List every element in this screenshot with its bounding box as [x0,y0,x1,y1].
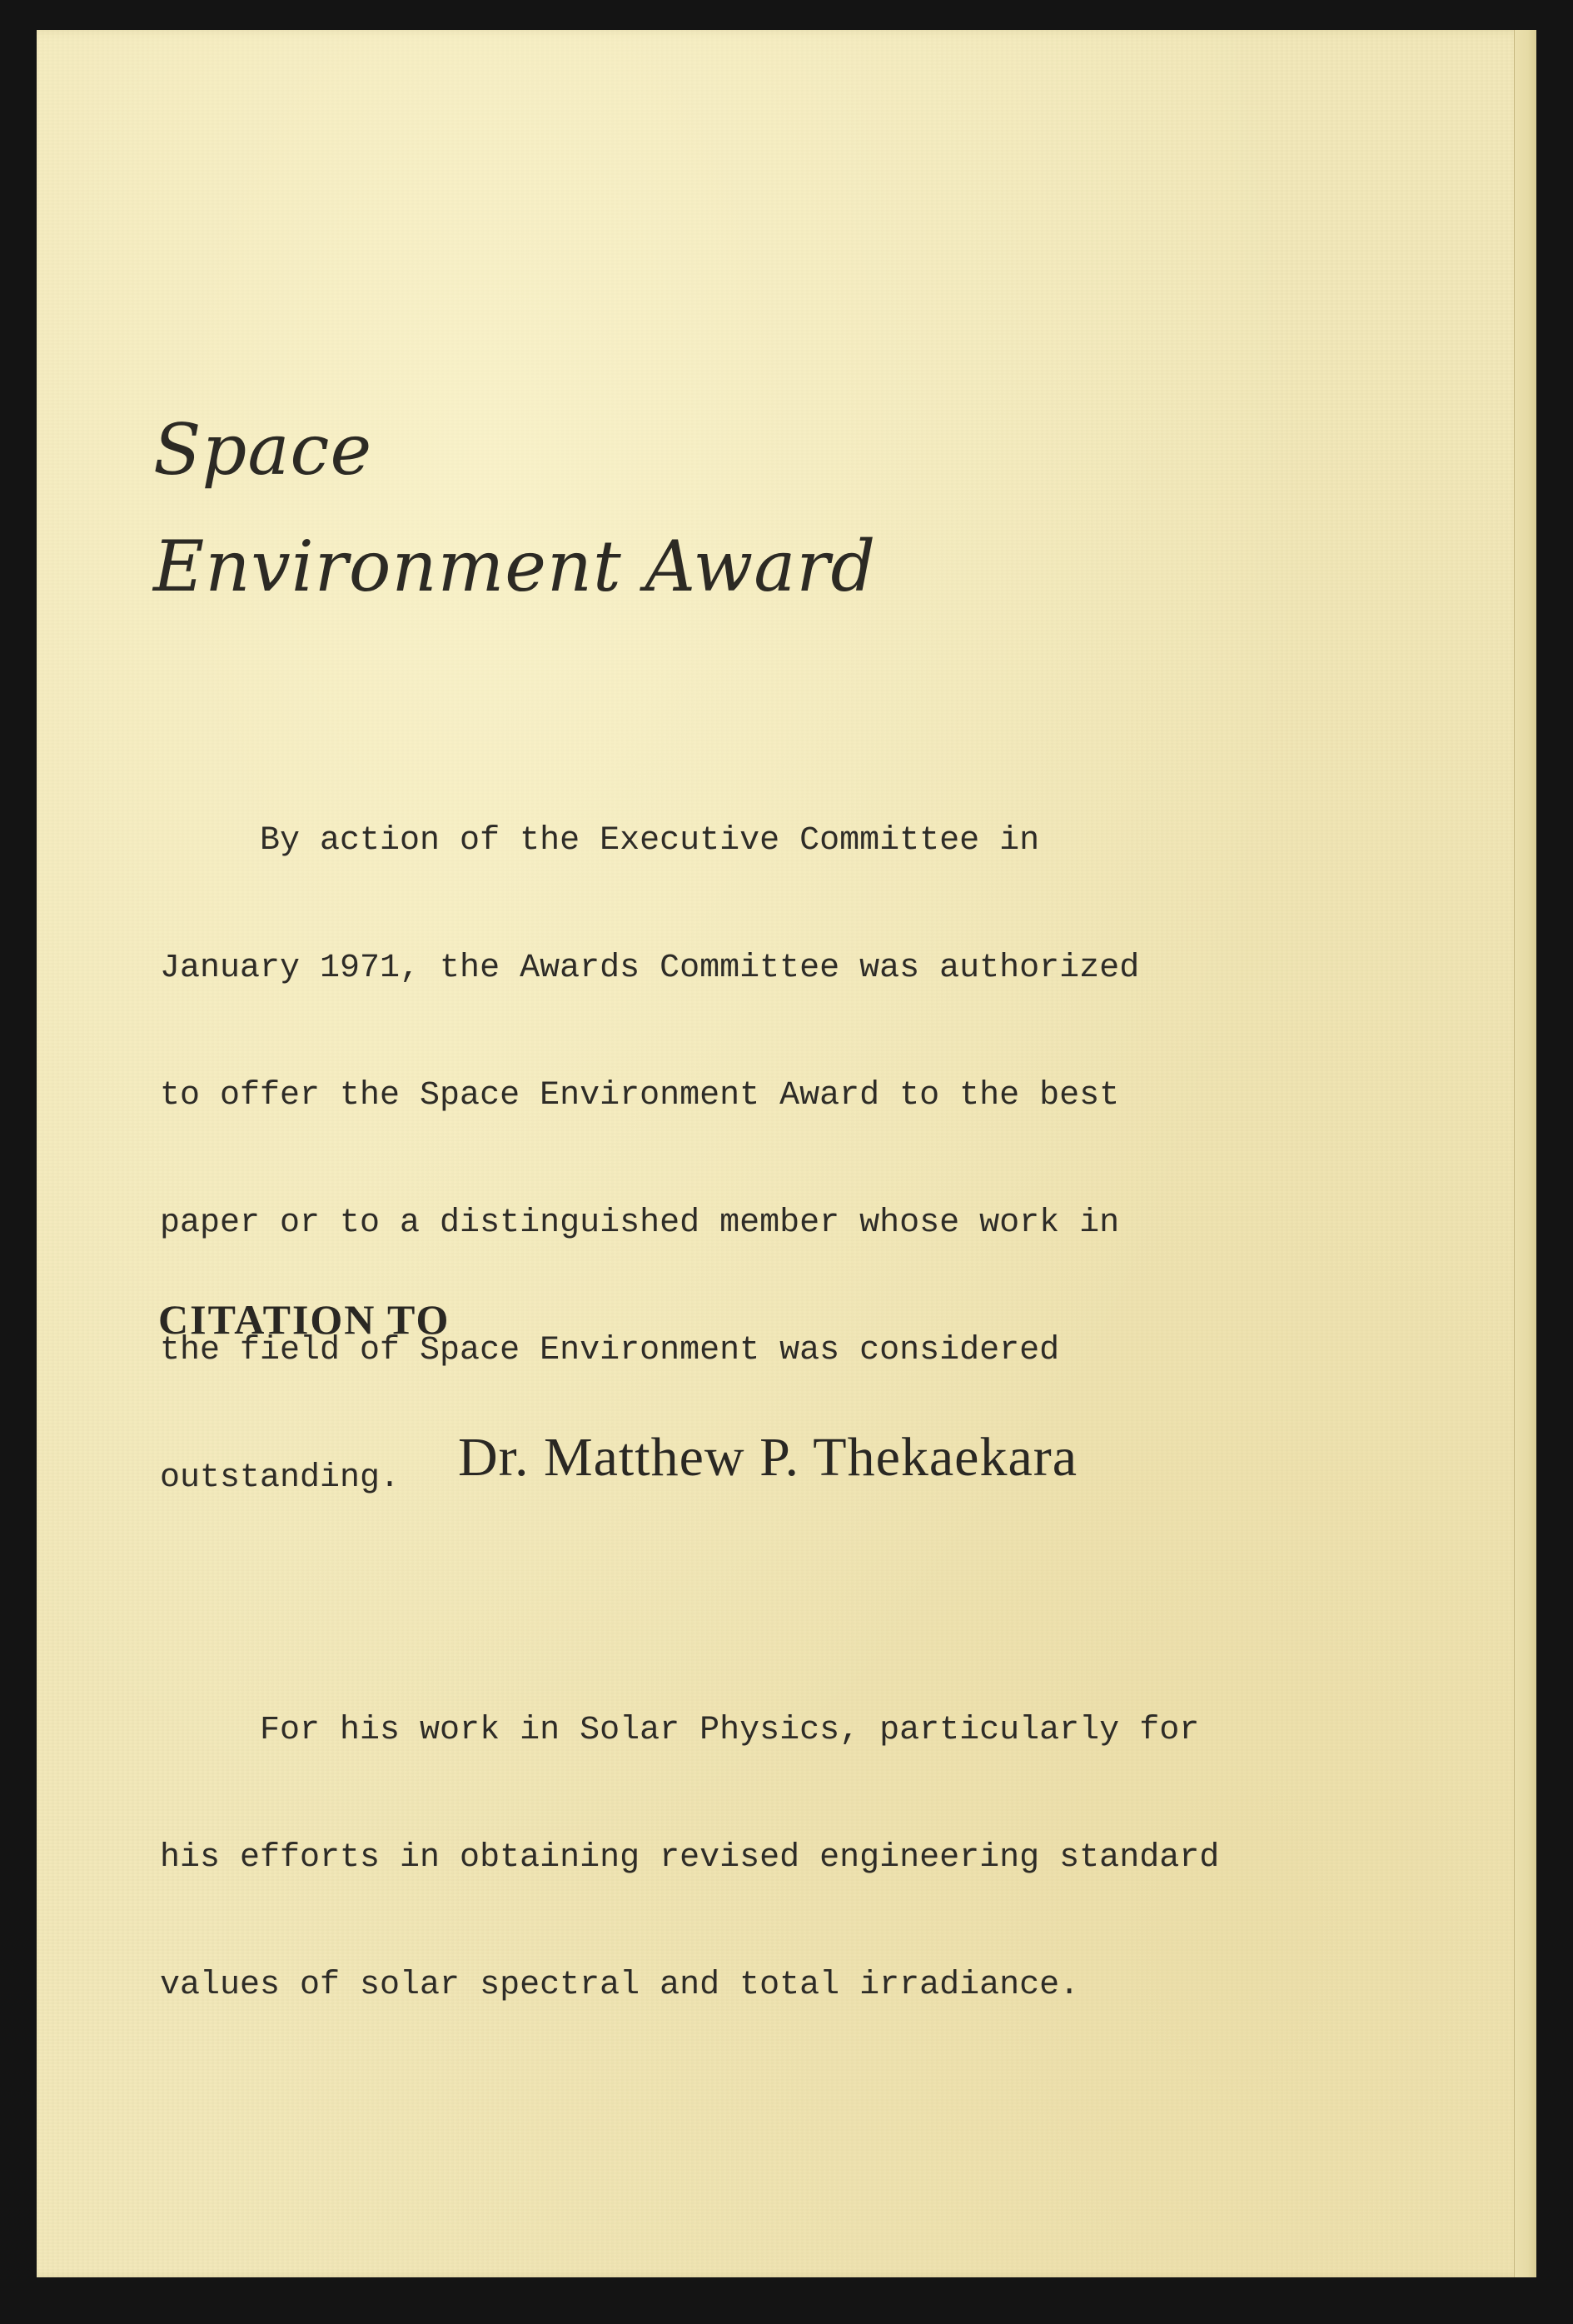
citation-paragraph [160,1624,1219,2049]
citation-line: values of solar spectral and total irradiance. [160,1967,1080,2004]
citation-heading: CITATION TO [158,1296,450,1343]
citation-line: For his work in Solar Physics, particularly for [160,1712,1200,1749]
award-title [153,391,876,625]
intro-line: paper or to a distinguished member whose work in [160,1204,1120,1242]
intro-line: outstanding. [160,1459,401,1497]
award-title-line-1: Space [153,409,373,491]
recipient-name: Dr. Matthew P. Thekaekara [457,1427,1078,1488]
page-fold-edge [1514,30,1536,2277]
intro-line: January 1971, the Awards Committee was authorized [160,950,1140,987]
award-title-line-2: Environment Award [153,526,877,607]
citation-line: his efforts in obtaining revised engineering standard [160,1839,1220,1877]
intro-line: to offer the Space Environment Award to the best [160,1077,1120,1115]
intro-line: the field of Space Environment was considered [160,1332,1060,1369]
intro-paragraph [160,735,1139,1542]
intro-line: By action of the Executive Committee in [160,822,1040,860]
